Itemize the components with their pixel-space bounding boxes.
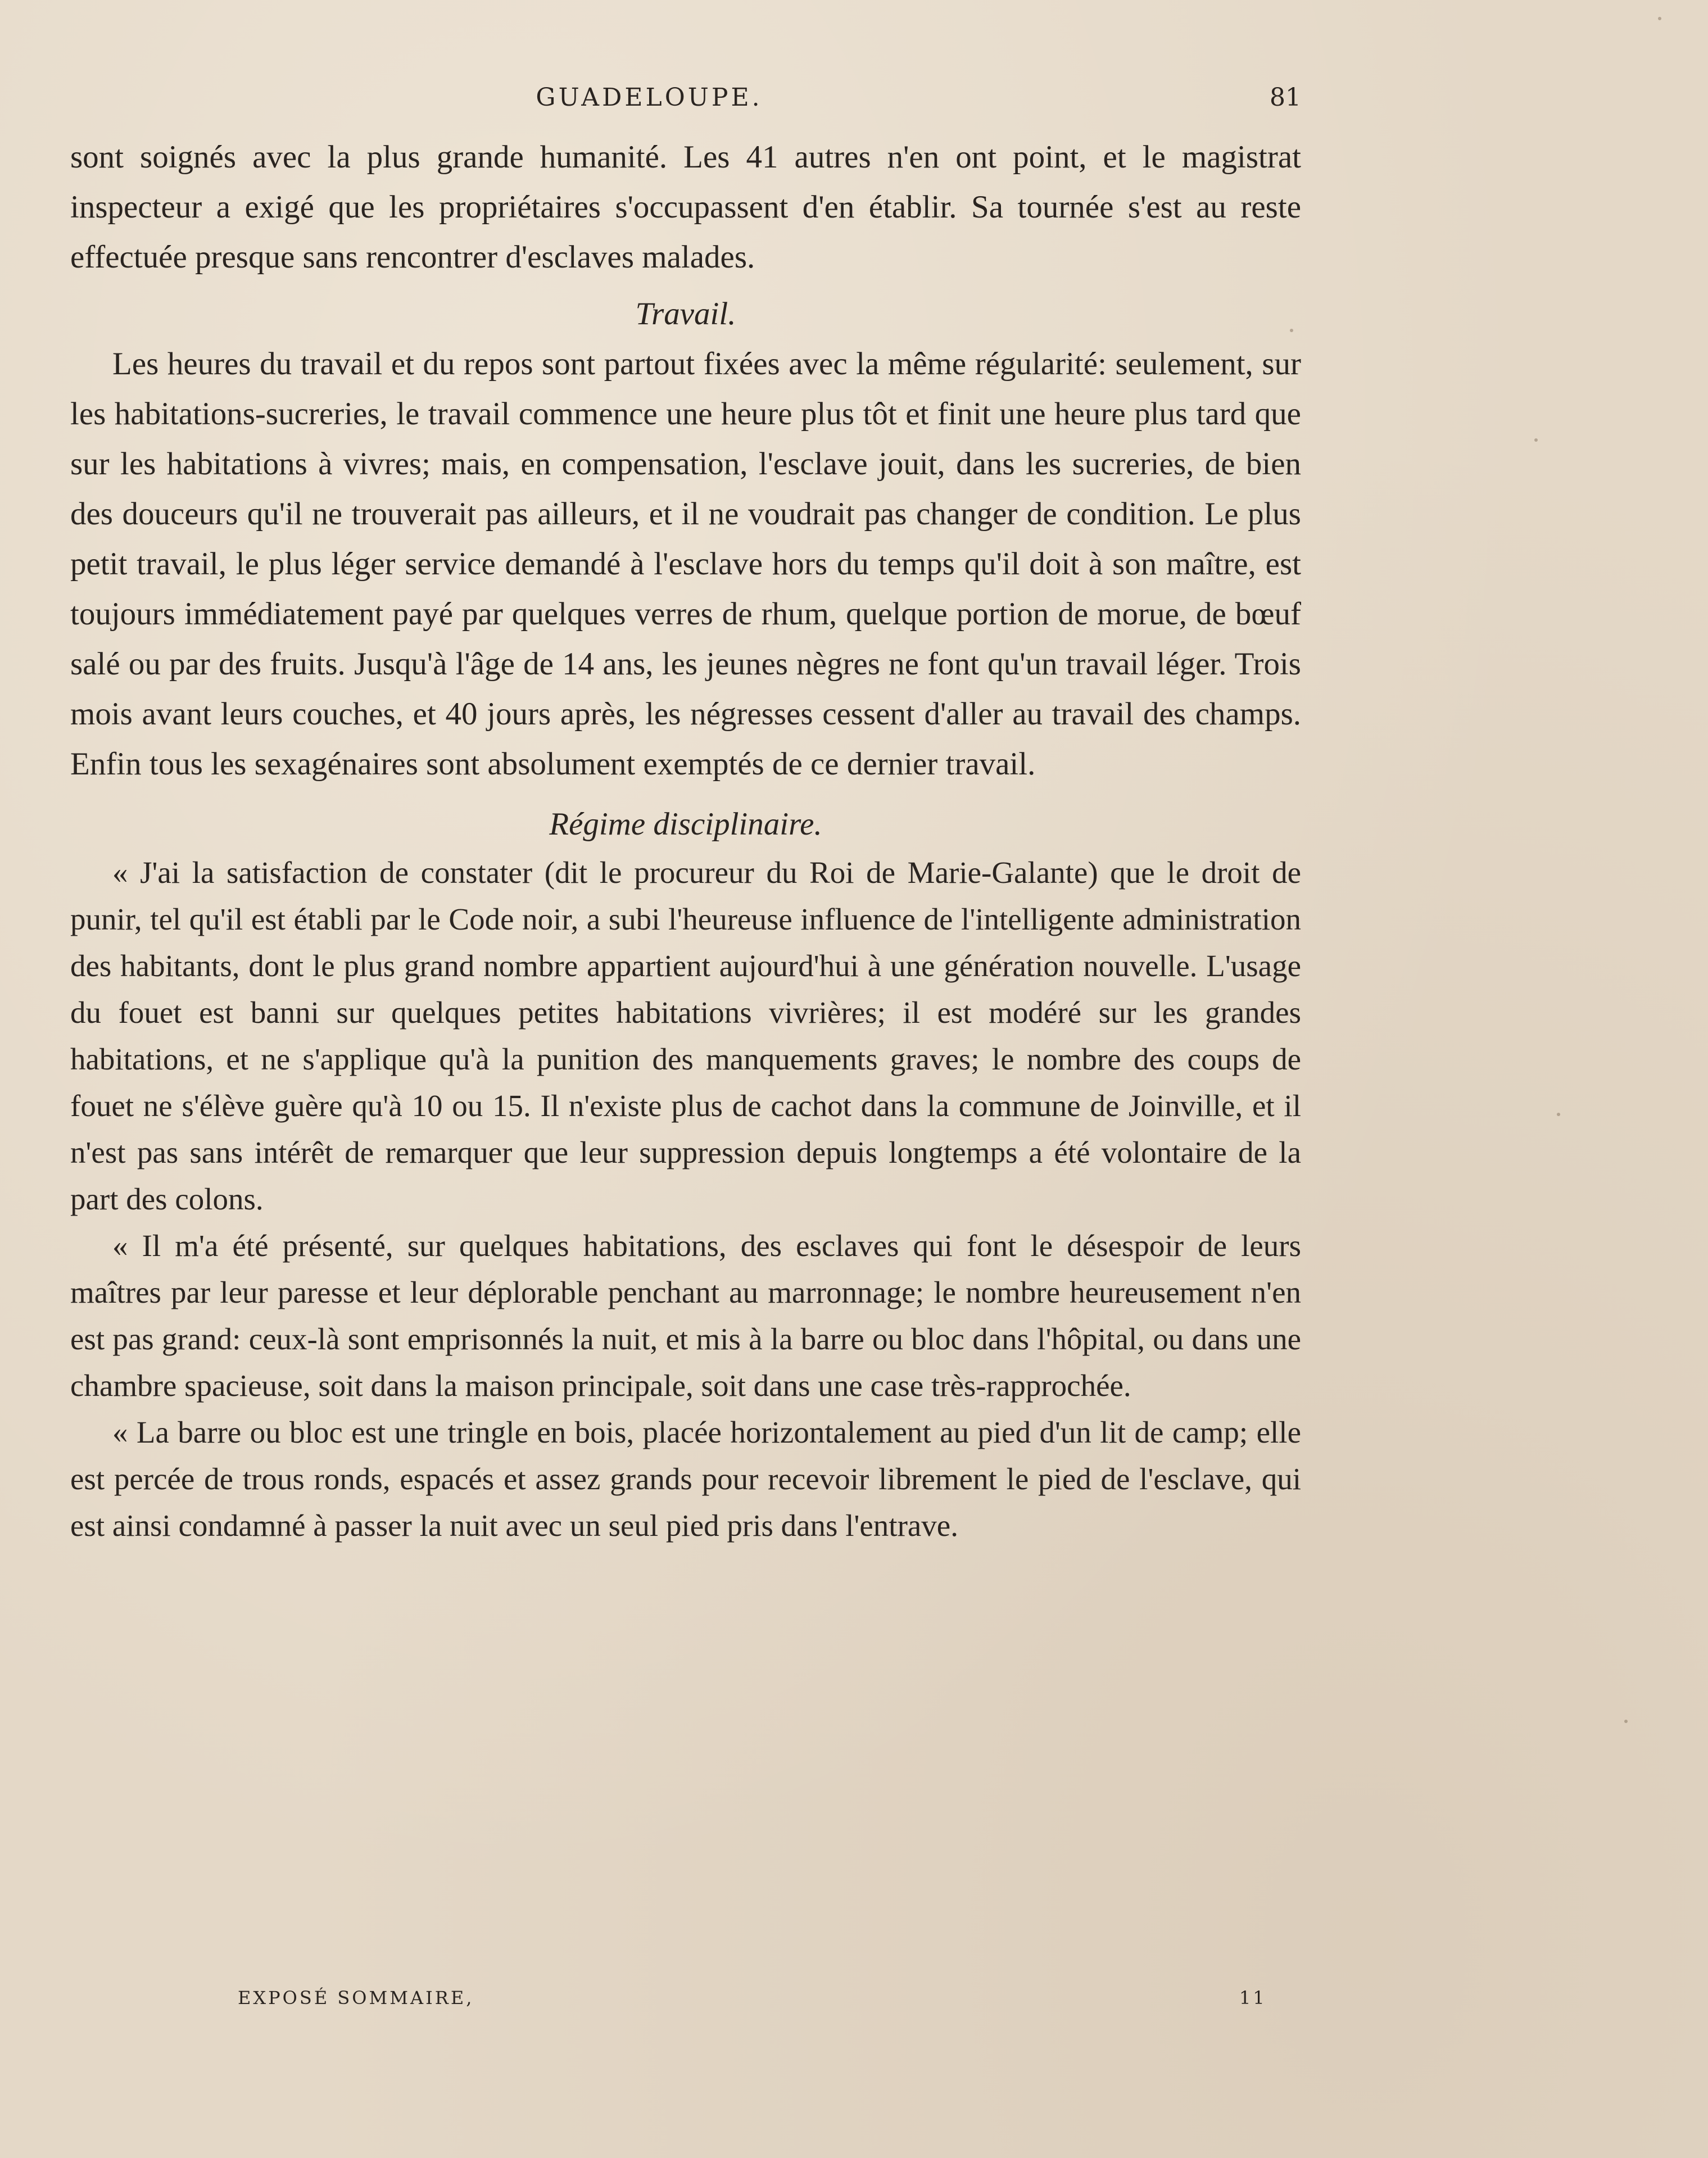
signature-line	[70, 1987, 1301, 2015]
paper-speck	[1534, 438, 1538, 442]
signature-number: 11	[1239, 1987, 1267, 2009]
paper-speck	[1624, 1720, 1628, 1723]
paragraph-continuation: sont soignés avec la plus grande humanité. Les 41 autres n'en ont point, et le magistrat inspecteur a exigé que les propriétaires s'occupassent d'en établir. Sa tournée s'est au reste effectuée presque sans rencontrer d'esclaves malades.	[70, 139, 1301, 275]
running-header	[70, 83, 1301, 117]
paper-speck	[1658, 17, 1661, 20]
body-text	[70, 132, 1301, 1549]
paper-speck	[1290, 329, 1293, 332]
paragraph-quote-1: « J'ai la satisfaction de constater (dit le procureur du Roi de Marie-Galante) que le droit de punir, tel qu'il est établi par le Code noir, a subi l'heureuse influence de l'intelligente administration des habitants, dont le plus grand nombre appartient aujourd'hui à une génération nouvelle. L'usage du fouet est banni sur quelques petites habitations vivrières; il est modéré sur les grandes habitations, et ne s'applique qu'à la punition des manquements graves; le nombre des coups de fouet ne s'élève guère qu'à 10 ou 15. Il n'existe plus de cachot dans la commune de Joinville, et il n'est pas sans intérêt de remarquer que leur suppression depuis longtemps a été volontaire de la part des colons.	[70, 855, 1301, 1216]
paragraph-quote-3: « La barre ou bloc est une tringle en bois, placée horizontalement au pied d'un lit de camp; elle est percée de trous ronds, espacés et assez grands pour recevoir librement le pied de l'esclave, qui est ainsi condamné à passer la nuit avec un seul pied pris dans l'entrave.	[70, 1415, 1301, 1543]
paragraph-quote-2: « Il m'a été présenté, sur quelques habitations, des esclaves qui font le désespoir de leurs maîtres par leur paresse et leur déplorable penchant au marronnage; le nombre heureusement n'en est pas grand: ceux-là sont emprisonnés la nuit, et mis à la barre ou bloc dans l'hôpital, ou dans une chambre spacieuse, soit dans la maison principale, soit dans une case très-rapprochée.	[70, 1228, 1301, 1403]
section-heading-regime: Régime disciplinaire.	[549, 806, 822, 842]
paper-speck	[1557, 1113, 1560, 1116]
section-heading-travail: Travail.	[635, 296, 736, 332]
page-number: 81	[1270, 83, 1301, 112]
signature-mark: EXPOSÉ SOMMAIRE,	[238, 1987, 474, 2009]
quote-block	[70, 849, 1301, 1549]
paragraph-travail: Les heures du travail et du repos sont partout fixées avec la même régularité: seulement, sur les habitations-sucreries, le travail commence une heure plus tôt et finit une heure plus tard que sur les habitations à vivres; mais, en compensation, l'esclave jouit, dans les sucreries, de bien des douceurs qu'il ne trouverait pas ailleurs, et il ne voudrait pas changer de condition. Le plus petit travail, le plus léger service demandé à l'esclave hors du temps qu'il doit à son maître, est toujours immédiatement payé par quelques verres de rhum, quelque portion de morue, de bœuf salé ou par des fruits. Jusqu'à l'âge de 14 ans, les jeunes nègres ne font qu'un travail léger. Trois mois avant leurs couches, et 40 jours après, les négresses cessent d'aller au travail des champs. Enfin tous les sexagénaires sont absolument exemptés de ce dernier travail.	[70, 346, 1301, 782]
running-title: GUADELOUPE.	[536, 83, 763, 112]
